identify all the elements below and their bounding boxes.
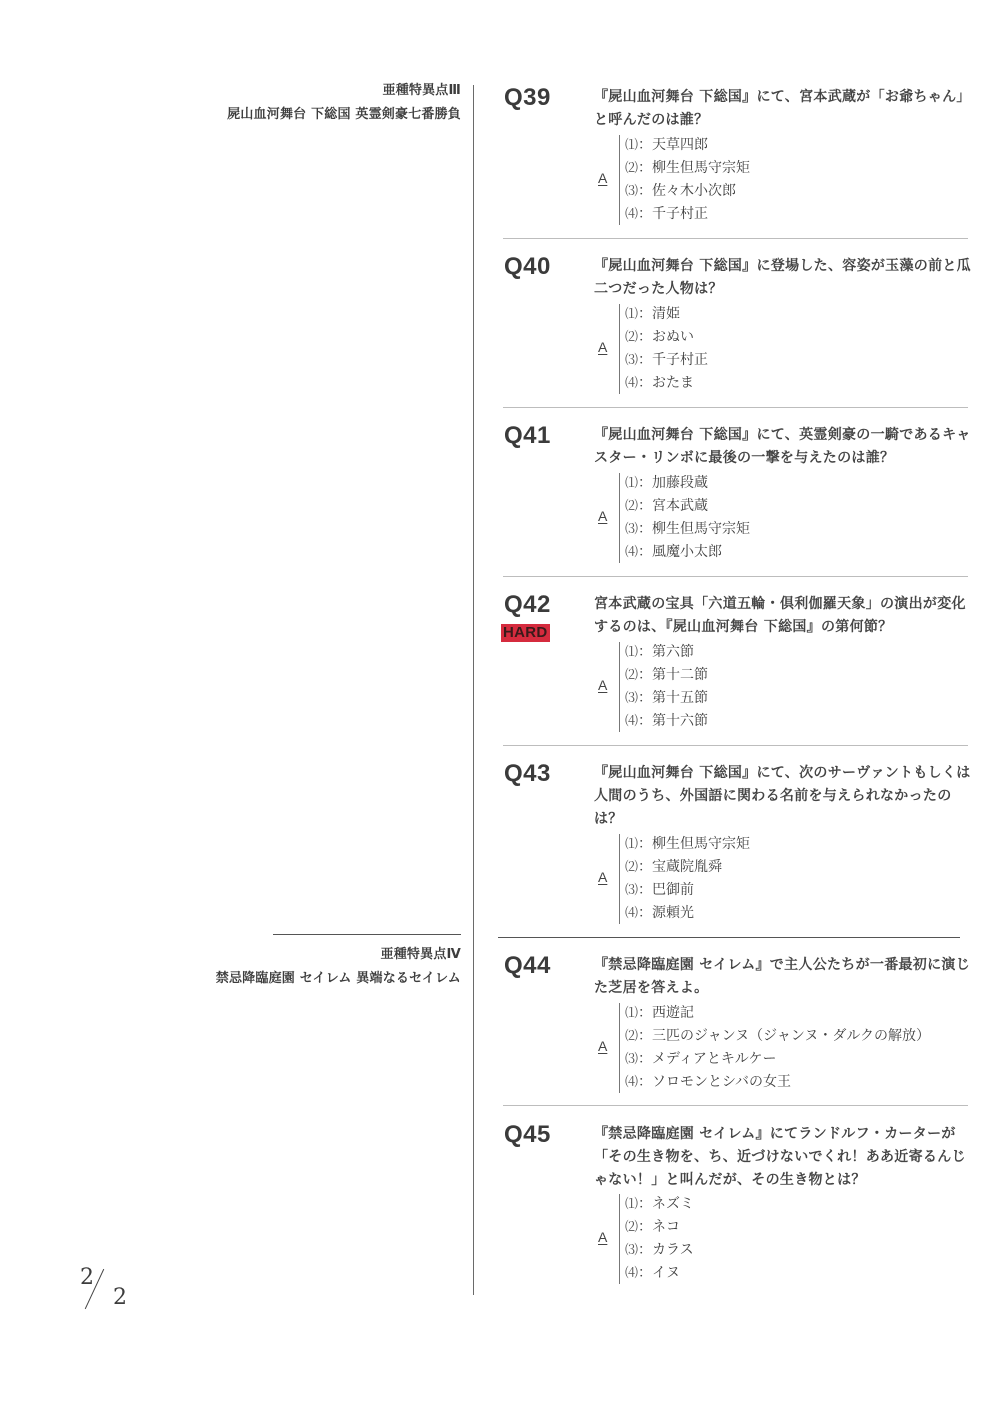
answer-option: ⑷：ソロモンとシバの女王 [625,1074,792,1090]
answer-option: ⑶：巴御前 [625,882,695,898]
question-divider [503,576,968,577]
answer-option: ⑵：宝蔵院胤舜 [625,859,723,875]
answer-bracket [619,1003,620,1093]
answer-bracket [619,642,620,732]
answer-label: A [598,339,608,355]
answer-option: ⑴：第六節 [625,644,695,660]
answer-option: ⑴：西遊記 [625,1005,695,1021]
answer-option: ⑶：第十五節 [625,690,709,706]
question-number: Q41 [504,422,551,449]
question-text: 『屍山血河舞台 下総国』にて、次のサーヴァントもしくは人間のうち、外国語に関わる名前を与えられなかったのは？ [594,765,971,827]
section-header-singularity-3 [227,79,461,127]
column-divider [473,85,474,1295]
section-rule [273,934,461,935]
answer-label: A [598,170,608,186]
question-text: 『禁忌降臨庭園 セイレム』にてランドルフ・カーターが「その生き物を、ち、近づけないでくれ！ああ近寄るんじゃない！」と叫んだが、その生き物とは？ [594,1126,966,1188]
section-title: 亜種特異点Ⅲ [382,83,461,98]
answer-option: ⑴：ネズミ [625,1196,695,1212]
answer-label: A [598,869,608,885]
answer-option: ⑷：おたま [625,375,695,391]
answer-option: ⑶：メディアとキルケー [625,1051,777,1067]
answer-option: ⑴：清姫 [625,306,681,322]
question-text: 宮本武蔵の宝具「六道五輪・倶利伽羅天象」の演出が変化するのは、『屍山血河舞台 下総国』の第何節？ [594,596,966,635]
answer-option: ⑵：三匹のジャンヌ（ジャンヌ・ダルクの解放） [625,1028,931,1044]
question-divider [503,407,968,408]
answer-option: ⑵：柳生但馬守宗矩 [625,160,751,176]
answer-option: ⑶：カラス [625,1242,694,1258]
question-text: 『禁忌降臨庭園 セイレム』で主人公たちが一番最初に演じた芝居を答えよ。 [594,957,970,996]
answer-bracket [619,135,620,225]
answer-option: ⑷：風魔小太郎 [625,544,723,560]
question-number: Q39 [504,84,551,111]
section-subtitle: 屍山血河舞台 下総国 英霊剣豪七番勝負 [227,107,461,122]
answer-option: ⑶：柳生但馬守宗矩 [625,521,751,537]
answer-label: A [598,677,608,693]
question-divider [503,238,968,239]
question-divider [503,745,968,746]
answer-option: ⑵：ネコ [625,1219,681,1235]
page-total: 2 [113,1285,127,1310]
question-number: Q42 [504,591,551,618]
question-number: Q44 [504,952,551,979]
answer-bracket [619,473,620,563]
question-text: 『屍山血河舞台 下総国』にて、宮本武蔵が「お爺ちゃん」と呼んだのは誰？ [594,89,971,128]
answer-bracket [619,304,620,394]
question-number: Q45 [504,1121,551,1148]
answer-option: ⑵：第十二節 [625,667,709,683]
answer-option: ⑷：イヌ [625,1265,681,1281]
answer-option: ⑷：第十六節 [625,713,709,729]
answer-option: ⑵：宮本武蔵 [625,498,709,514]
answer-option: ⑵：おぬい [625,329,695,345]
answer-bracket [619,1194,620,1284]
question-text: 『屍山血河舞台 下総国』にて、英霊剣豪の一騎であるキャスター・リンボに最後の一撃を与えたのは誰？ [594,427,971,466]
answer-option: ⑴：加藤段蔵 [625,475,709,491]
question-divider [503,1105,968,1106]
answer-label: A [598,508,608,524]
section-divider [498,937,960,938]
answer-option: ⑴：天草四郎 [625,137,709,153]
question-number: Q43 [504,760,551,787]
answer-label: A [598,1229,608,1245]
answer-option: ⑶：千子村正 [625,352,709,368]
section-title: 亜種特異点Ⅳ [380,947,461,962]
answer-option: ⑶：佐々木小次郎 [625,183,737,199]
answer-option: ⑷：源頼光 [625,905,695,921]
question-number: Q40 [504,253,551,280]
answer-option: ⑷：千子村正 [625,206,709,222]
page-current: 2 [80,1265,94,1290]
section-subtitle: 禁忌降臨庭園 セイレム 異端なるセイレム [215,971,461,986]
answer-bracket [619,834,620,924]
answer-option: ⑴：柳生但馬守宗矩 [625,836,751,852]
section-header-singularity-4 [216,934,461,991]
hard-badge: HARD [503,624,548,641]
question-text: 『屍山血河舞台 下総国』に登場した、容姿が玉藻の前と瓜二つだった人物は？ [594,258,971,297]
answer-label: A [598,1038,608,1054]
